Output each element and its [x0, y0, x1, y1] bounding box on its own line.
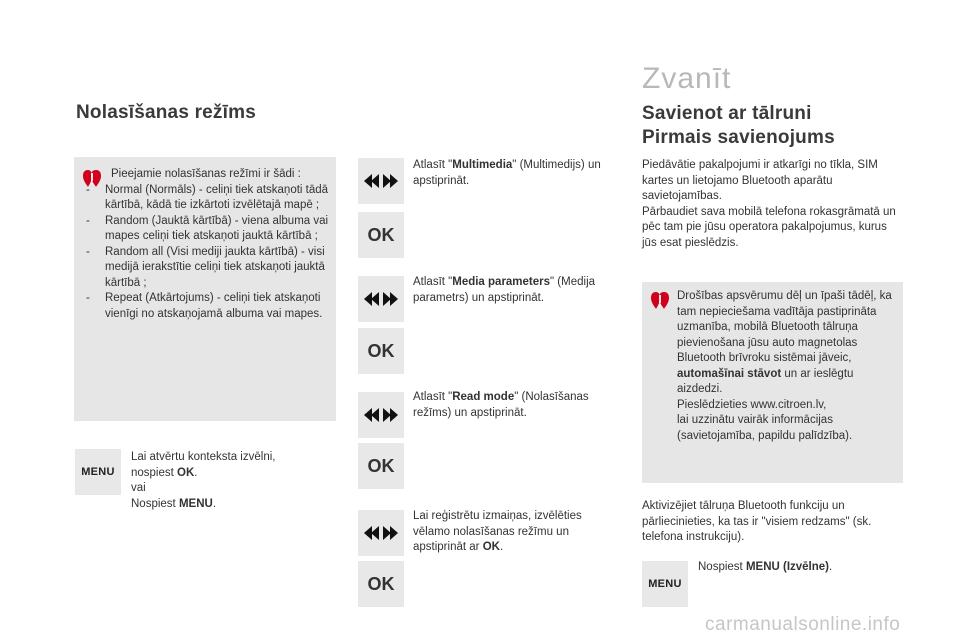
step-text: Atlasīt "Multimedia" (Multimedijs) un apstiprināt. [413, 159, 601, 187]
menu-button-icon [75, 449, 121, 495]
ok-label: OK [367, 573, 395, 594]
rewind-fastforward-icon [358, 276, 404, 322]
intro-text [642, 158, 904, 251]
rewind-fastforward-icon [358, 510, 404, 556]
safety-more-info: lai uzzinātu vairāk informācijas (savietojamība, papildu palīdzība). [677, 414, 853, 442]
context-menu-instructions [131, 450, 331, 512]
ok-label: OK [367, 340, 395, 361]
menu-label: MENU [81, 466, 115, 478]
ok-button-icon [358, 443, 404, 489]
safety-note-box [642, 282, 903, 483]
read-mode-note-box [74, 157, 336, 421]
ok-button-icon [358, 212, 404, 258]
press-menu-text: Nospiest MENU (Izvēlne). [698, 561, 833, 573]
rewind-fastforward-icon [358, 158, 404, 204]
step-text: Lai reģistrētu izmaiņas, izvēlēties vēlamo nolasīšanas režīmu un apstiprināt ar OK. [413, 510, 582, 553]
rewind-fastforward-icon [358, 392, 404, 438]
ok-button-icon [358, 328, 404, 374]
read-mode-list [83, 183, 333, 323]
ctx-line2: nospiest OK. [131, 466, 198, 479]
ok-label: OK [367, 224, 395, 245]
ctx-line3: vai [131, 482, 146, 494]
ctx-line4: Nospiest MENU. [131, 497, 217, 510]
ctx-line1: Lai atvērtu konteksta izvēlni, [131, 451, 276, 463]
safety-text: Drošības apsvērumu dēļ un īpaši tādēļ, ka tam nepieciešama vadītāja pastiprināta uzmanība, mobilā Bluetooth tālruņa pievienošana jūsu auto magnetolas Bluetooth brīvroku sistēmai jāveic, automašīnai stāvot un ar ieslēgtu aizdedzi. [677, 290, 892, 395]
list-item: - Repeat (Atkārtojums) - celiņi tiek atskaņoti vienīgi no atskaņojamā albuma vai mapes. [83, 291, 333, 322]
menu-button-icon [642, 561, 688, 607]
ok-button-icon [358, 561, 404, 607]
list-item: - Normal (Normāls) - celiņi tiek atskaņoti tādā kārtībā, kādā tie izkārtoti izvēlētajā mapē ; [83, 183, 333, 214]
list-item: - Random all (Visi mediji jaukta kārtībā) - visi medijā ierakstītie celiņi tiek atskaņoti jauktā kārtībā ; [83, 245, 333, 292]
safety-website: Pieslēdzieties www.citroen.lv, [677, 398, 827, 411]
warning-icon [650, 291, 670, 311]
section-title-read-mode: Nolasīšanas režīms [76, 102, 256, 123]
step-text: Atlasīt "Read mode" (Nolasīšanas režīms) un apstiprināt. [413, 391, 589, 419]
list-item: - Random (Jauktā kārtībā) - viena albuma vai mapes celiņi tiek atskaņoti jauktā kārtībā ; [83, 214, 333, 245]
ok-label: OK [367, 455, 395, 476]
step-text: Atlasīt "Media parameters" (Medija parametrs) un apstiprināt. [413, 276, 596, 304]
chapter-title: Zvanīt [642, 62, 732, 95]
intro-para2: Pārbaudiet sava mobilā telefona rokasgrāmatā un pēc tam pie jūsu operatora pakalpojumus, kurus jūs esat pieslēdzis. [642, 205, 896, 249]
watermark: carmanualsonline.info [705, 614, 901, 635]
menu-label: MENU [648, 578, 682, 590]
intro-para1: Piedāvātie pakalpojumi ir atkarīgi no tīkla, SIM kartes un lietojamo Bluetooth aparātu savietojamības. [642, 159, 878, 202]
section-title-connect: Savienot ar tālruni Pirmais savienojums [642, 103, 835, 148]
note-intro: Pieejamie nolasīšanas režīmi ir šādi : [111, 168, 301, 180]
bluetooth-instructions: Aktivizējiet tālruņa Bluetooth funkciju un pārliecinieties, ka tas ir "visiem redzams" (sk. telefona instrukciju). [642, 500, 872, 543]
